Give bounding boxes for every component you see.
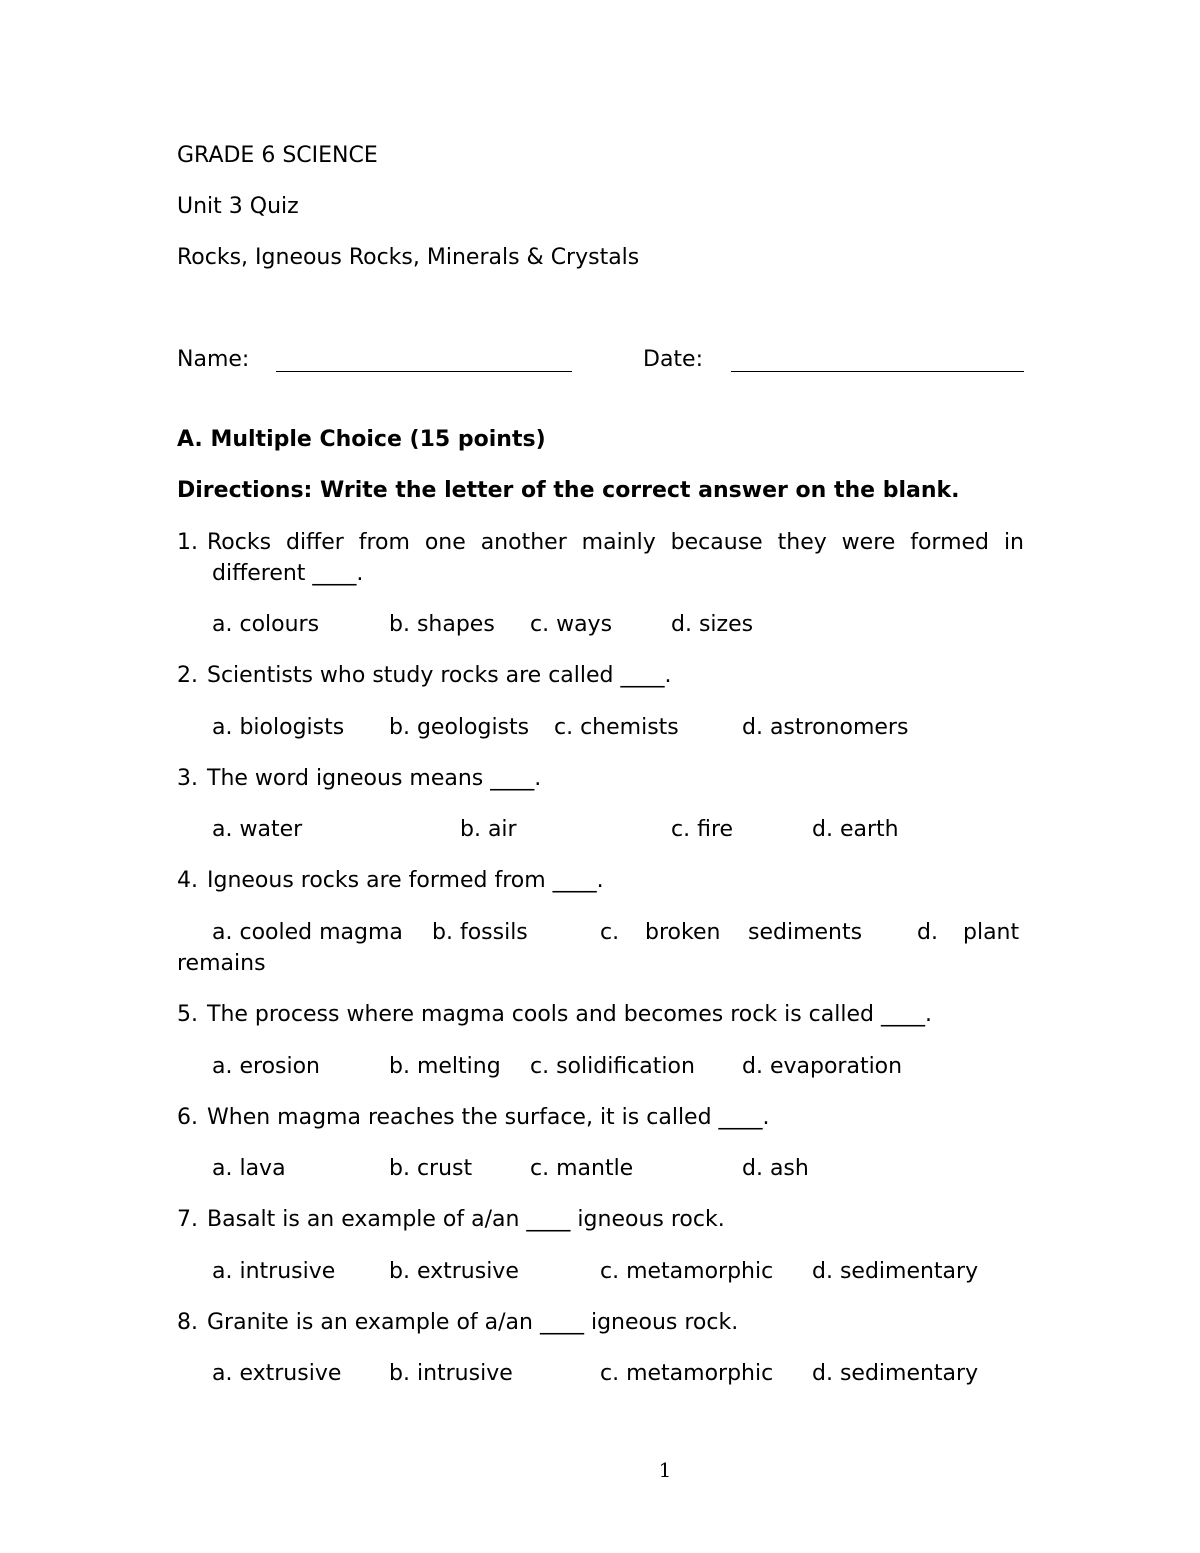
quiz-topic: Rocks, Igneous Rocks, Minerals & Crystals	[177, 245, 640, 270]
name-blank[interactable]	[276, 371, 572, 372]
date-label: Date:	[643, 347, 703, 372]
question-number: 6.	[177, 1105, 198, 1130]
option-a[interactable]: a. extrusive	[212, 1361, 342, 1386]
option-b[interactable]: b. melting	[389, 1054, 501, 1079]
question-text: The process where magma cools and becomes rock is called ____.	[207, 1002, 932, 1027]
question-number: 8.	[177, 1310, 198, 1335]
option-d[interactable]: d. sedimentary	[812, 1259, 979, 1284]
option-b[interactable]: b. crust	[389, 1156, 473, 1181]
option-b[interactable]: b. air	[460, 817, 517, 842]
course-title: GRADE 6 SCIENCE	[177, 143, 378, 168]
option-a[interactable]: a. colours	[212, 612, 320, 637]
option-c-word-2: sediments	[748, 920, 863, 945]
option-a[interactable]: a. cooled magma	[212, 920, 403, 945]
option-d[interactable]: d. ash	[742, 1156, 809, 1181]
option-a[interactable]: a. biologists	[212, 715, 345, 740]
question-text: Basalt is an example of a/an ____ igneous rock.	[207, 1207, 725, 1232]
page-number: 1	[658, 1458, 672, 1482]
option-a[interactable]: a. intrusive	[212, 1259, 336, 1284]
option-d[interactable]: d. sizes	[671, 612, 754, 637]
question-text-continued: different ____.	[212, 561, 364, 586]
option-a[interactable]: a. erosion	[212, 1054, 321, 1079]
date-blank[interactable]	[731, 371, 1024, 372]
section-directions: Directions: Write the letter of the correct answer on the blank.	[177, 478, 960, 503]
option-c[interactable]: c. chemists	[554, 715, 679, 740]
question-text: Rocks differ from one another mainly because they were formed in	[207, 530, 1024, 555]
question-text: Igneous rocks are formed from ____.	[207, 868, 604, 893]
name-label: Name:	[177, 347, 250, 372]
question-number: 4.	[177, 868, 198, 893]
option-b[interactable]: b. intrusive	[389, 1361, 513, 1386]
question-number: 5.	[177, 1002, 198, 1027]
question-text: Scientists who study rocks are called ____.	[207, 663, 672, 688]
option-c-word-1: broken	[645, 920, 721, 945]
quiz-title: Unit 3 Quiz	[177, 194, 299, 219]
option-d[interactable]: d. earth	[812, 817, 899, 842]
option-a[interactable]: a. water	[212, 817, 303, 842]
option-d-word: plant	[963, 920, 1020, 945]
option-c[interactable]: c. solidification	[530, 1054, 695, 1079]
option-d[interactable]: d. sedimentary	[812, 1361, 979, 1386]
option-c[interactable]: c. mantle	[530, 1156, 634, 1181]
option-c[interactable]: c. fire	[671, 817, 734, 842]
option-d-letter[interactable]: d.	[917, 920, 938, 945]
option-c-letter[interactable]: c.	[600, 920, 620, 945]
question-number: 1.	[177, 530, 198, 555]
question-number: 3.	[177, 766, 198, 791]
option-c[interactable]: c. ways	[530, 612, 613, 637]
option-a[interactable]: a. lava	[212, 1156, 286, 1181]
question-text: Granite is an example of a/an ____ igneous rock.	[207, 1310, 739, 1335]
option-c[interactable]: c. metamorphic	[600, 1361, 774, 1386]
option-b[interactable]: b. fossils	[432, 920, 528, 945]
option-b[interactable]: b. shapes	[389, 612, 495, 637]
option-d[interactable]: d. astronomers	[742, 715, 909, 740]
option-b[interactable]: b. extrusive	[389, 1259, 519, 1284]
question-number: 7.	[177, 1207, 198, 1232]
option-b[interactable]: b. geologists	[389, 715, 530, 740]
question-text: The word igneous means ____.	[207, 766, 542, 791]
option-d-continued: remains	[177, 951, 266, 976]
option-d[interactable]: d. evaporation	[742, 1054, 903, 1079]
question-number: 2.	[177, 663, 198, 688]
question-text: When magma reaches the surface, it is called ____.	[207, 1105, 770, 1130]
section-title: A. Multiple Choice (15 points)	[177, 427, 546, 452]
option-c[interactable]: c. metamorphic	[600, 1259, 774, 1284]
